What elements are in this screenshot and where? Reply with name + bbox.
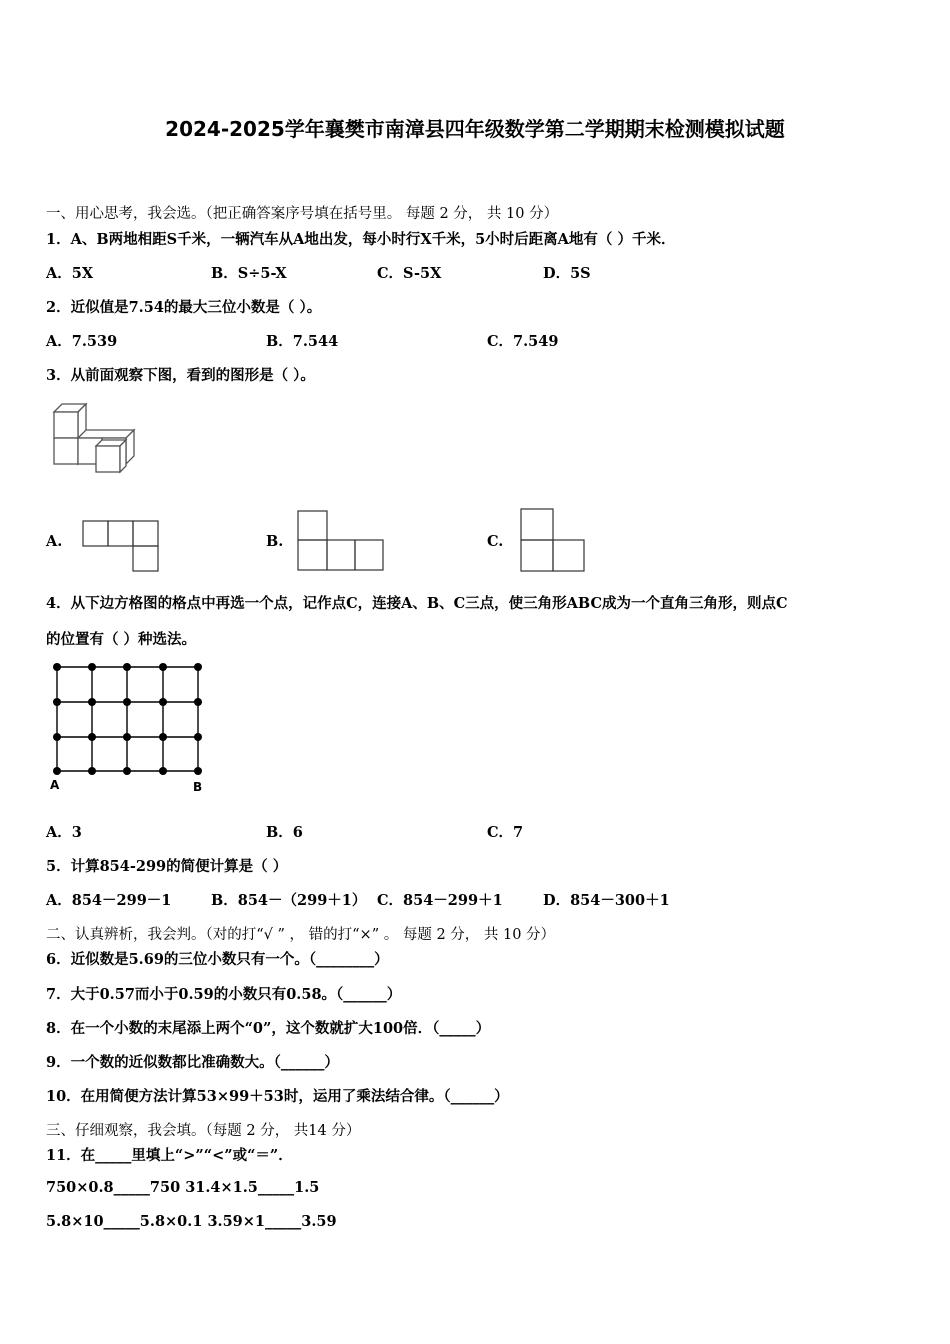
q2-text: 2．近似值是7.54的最大三位小数是（ ）。 [46, 299, 322, 316]
q6-text: 6．近似数是5.69的三位小数只有一个。（________） [46, 951, 389, 968]
q3-option-b-shape [297, 510, 385, 572]
q1-option-d: D．5S [543, 265, 591, 282]
q4-text-line1: 4．从下边方格图的格点中再选一个点，记作点C，连接A、B、C三点，使三角形ABC成为一个直角三角形，则点C [46, 595, 788, 612]
q11-row-1: 750×0.8_____750 31.4×1.5_____1.5 [46, 1179, 320, 1196]
q3-option-a-label: A. [46, 533, 63, 550]
q1-option-b: B．S÷5-X [211, 265, 287, 282]
q5-option-a: A．854－299－1 [46, 892, 172, 909]
q11-text: 11．在_____里填上“>”“<”或“＝”． [46, 1147, 293, 1164]
page-title: 2024-2025学年襄樊市南漳县四年级数学第二学期期末检测模拟试题 [165, 117, 785, 141]
q1-option-a: A．5X [46, 265, 94, 282]
q4-text-line2: 的位置有（ ）种选法。 [46, 631, 197, 648]
q3-option-a-shape [82, 520, 160, 572]
q3-option-b-label: B. [266, 533, 284, 550]
q9-text: 9．一个数的近似数都比准确数大。（______） [46, 1054, 339, 1071]
q3-text: 3．从前面观察下图，看到的图形是（ ）。 [46, 367, 315, 384]
q4-dot-grid [46, 660, 216, 796]
q11-row-2: 5.8×10_____5.8×0.1 3.59×1_____3.59 [46, 1213, 337, 1230]
q1-option-c: C．S-5X [377, 265, 442, 282]
q4-option-c: C．7 [487, 824, 524, 841]
q5-option-d: D．854－300＋1 [543, 892, 670, 909]
q5-text: 5．计算854-299的简便计算是（ ） [46, 858, 288, 875]
q3-cube-figure [50, 400, 142, 476]
q5-option-c: C．854－299＋1 [377, 892, 503, 909]
q5-option-b: B．854－（299＋1） [211, 892, 367, 909]
q3-option-c-shape [520, 508, 586, 572]
q8-text: 8．在一个小数的末尾添上两个“0”，这个数就扩大100倍．（_____） [46, 1020, 491, 1037]
q2-option-b: B．7.544 [266, 333, 339, 350]
q4-option-a: A．3 [46, 824, 82, 841]
section-1-heading: 一、用心思考，我会选。（把正确答案序号填在括号里。 每题 2 分， 共 10 分） [46, 206, 559, 222]
q4-option-b: B．6 [266, 824, 303, 841]
q1-text: 1．A、B两地相距S千米，一辆汽车从A地出发，每小时行X千米，5小时后距离A地有（ ）千米． [46, 231, 676, 248]
section-2-heading: 二、认真辨析，我会判。（对的打“√ ” ， 错的打“×” 。 每题 2 分， 共 10 分） [46, 927, 556, 943]
grid-label-b: B [193, 780, 203, 794]
q10-text: 10．在用简便方法计算53×99＋53时，运用了乘法结合律。（______） [46, 1088, 509, 1105]
q7-text: 7．大于0.57而小于0.59的小数只有0.58。（______） [46, 986, 402, 1003]
q2-option-a: A．7.539 [46, 333, 118, 350]
section-3-heading: 三、仔细观察，我会填。（每题 2 分， 共14 分） [46, 1123, 361, 1139]
grid-label-a: A [50, 778, 60, 792]
q2-option-c: C．7.549 [487, 333, 559, 350]
q3-option-c-label: C. [487, 533, 504, 550]
